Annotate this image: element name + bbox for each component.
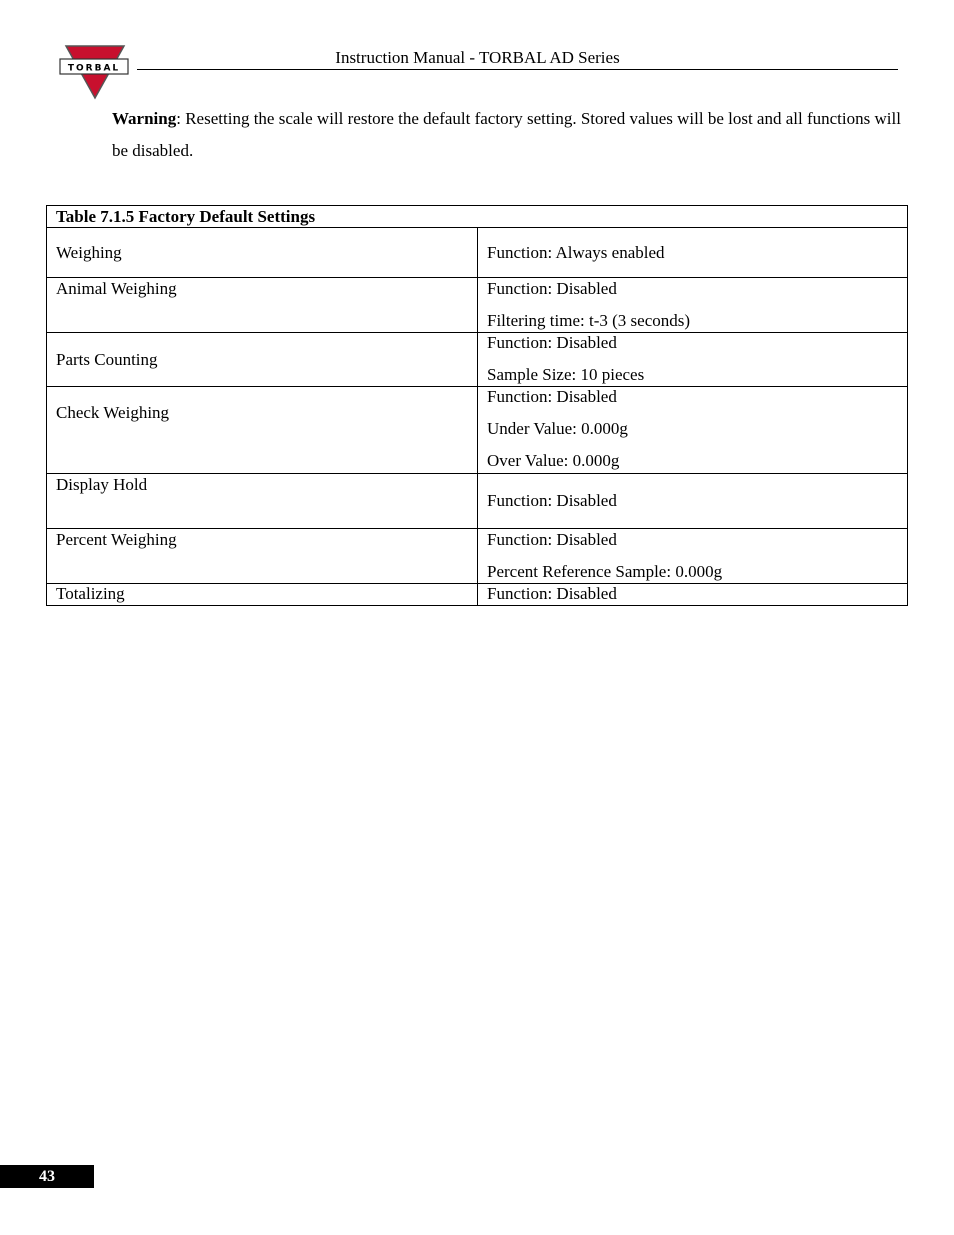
table-row (47, 333, 908, 387)
setting-value-line: Percent Reference Sample: 0.000g (487, 562, 723, 581)
table-caption-row (47, 206, 908, 228)
setting-value-line: Filtering time: t-3 (3 seconds) (487, 311, 691, 330)
setting-name: Animal Weighing (47, 278, 478, 333)
table-row (47, 529, 908, 584)
warning-text: : Resetting the scale will restore the default factory setting. Stored values will be lost and all functions will be disabled. (112, 109, 901, 160)
setting-name: Check Weighing (47, 387, 478, 474)
page-number: 43 (0, 1165, 94, 1188)
table-row (47, 474, 908, 529)
setting-value-line: Function: Disabled (487, 333, 617, 352)
setting-value-line: Function: Disabled (487, 530, 617, 549)
warning-label: Warning (112, 109, 177, 128)
warning-paragraph (112, 103, 902, 167)
setting-value-line: Function: Disabled (487, 584, 617, 603)
setting-value-line: Function: Disabled (487, 279, 617, 298)
setting-name: Weighing (47, 228, 478, 278)
setting-value (478, 228, 908, 278)
setting-value-line: Function: Disabled (487, 387, 617, 406)
setting-name: Parts Counting (47, 333, 478, 387)
table-row (47, 228, 908, 278)
setting-value (478, 529, 908, 584)
setting-value-line: Over Value: 0.000g (487, 451, 620, 470)
setting-value-line: Function: Always enabled (487, 242, 665, 262)
setting-name: Totalizing (47, 584, 478, 606)
logo-text: TORBAL (67, 63, 121, 74)
setting-value (478, 387, 908, 474)
setting-name: Display Hold (47, 474, 478, 529)
setting-name: Percent Weighing (47, 529, 478, 584)
table-row (47, 278, 908, 333)
setting-value (478, 278, 908, 333)
header-title: Instruction Manual - TORBAL AD Series (335, 48, 620, 67)
setting-value-line: Under Value: 0.000g (487, 419, 628, 438)
torbal-logo (58, 44, 132, 100)
factory-default-settings-table (46, 205, 908, 606)
table-row (47, 584, 908, 606)
table-caption: Table 7.1.5 Factory Default Settings (47, 206, 908, 228)
table-row (47, 387, 908, 474)
setting-value (478, 474, 908, 529)
header-rule (137, 69, 898, 70)
setting-value (478, 584, 908, 606)
setting-value (478, 333, 908, 387)
setting-value-line: Sample Size: 10 pieces (487, 365, 645, 384)
setting-value-line: Function: Disabled (487, 491, 617, 510)
